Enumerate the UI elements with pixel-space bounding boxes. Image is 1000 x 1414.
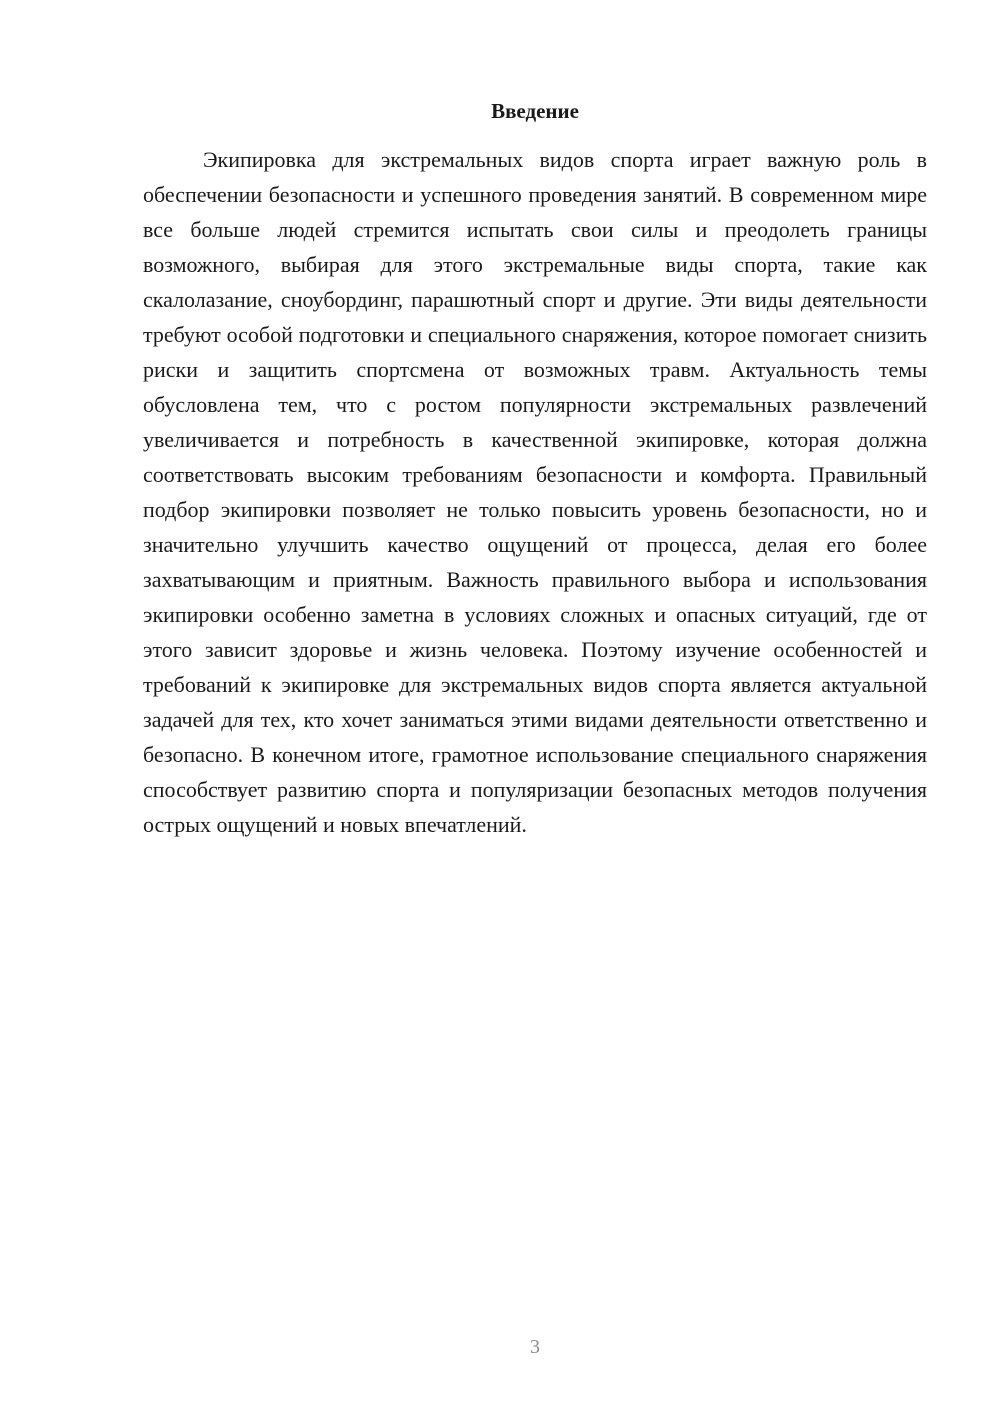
page-number: 3 (530, 1336, 540, 1358)
body-paragraph: Экипировка для экстремальных видов спорта играет важную роль в обеспечении безопасности и успешного проведения занятий. В современном мире все больше людей стремится испытать свои силы и преодолеть границы возможного, выбирая для этого экстремальные виды спорта, такие как скалолазание, сноубординг, парашютный спорт и другие. Эти виды деятельности требуют особой подготовки и специального снаряжения, которое помогает снизить риски и защитить спортсмена от возможных травм. Актуальность темы обусловлена тем, что с ростом популярности экстремальных развлечений увеличивается и потребность в качественной экипировке, которая должна соответствовать высоким требованиям безопасности и комфорта. Правильный подбор экипировки позволяет не только повысить уровень безопасности, но и значительно улучшить качество ощущений от процесса, делая его более захватывающим и приятным. Важность правильного выбора и использования экипировки особенно заметна в условиях сложных и опасных ситуаций, где от этого зависит здоровье и жизнь человека. Поэтому изучение особенностей и требований к экипировке для экстремальных видов спорта является актуальной задачей для тех, кто хочет заниматься этими видами деятельности ответственно и безопасно. В конечном итоге, грамотное использование специального снаряжения способствует развитию спорта и популяризации безопасных методов получения острых ощущений и новых впечатлений. (143, 147, 927, 837)
section-heading: Введение (491, 99, 579, 123)
